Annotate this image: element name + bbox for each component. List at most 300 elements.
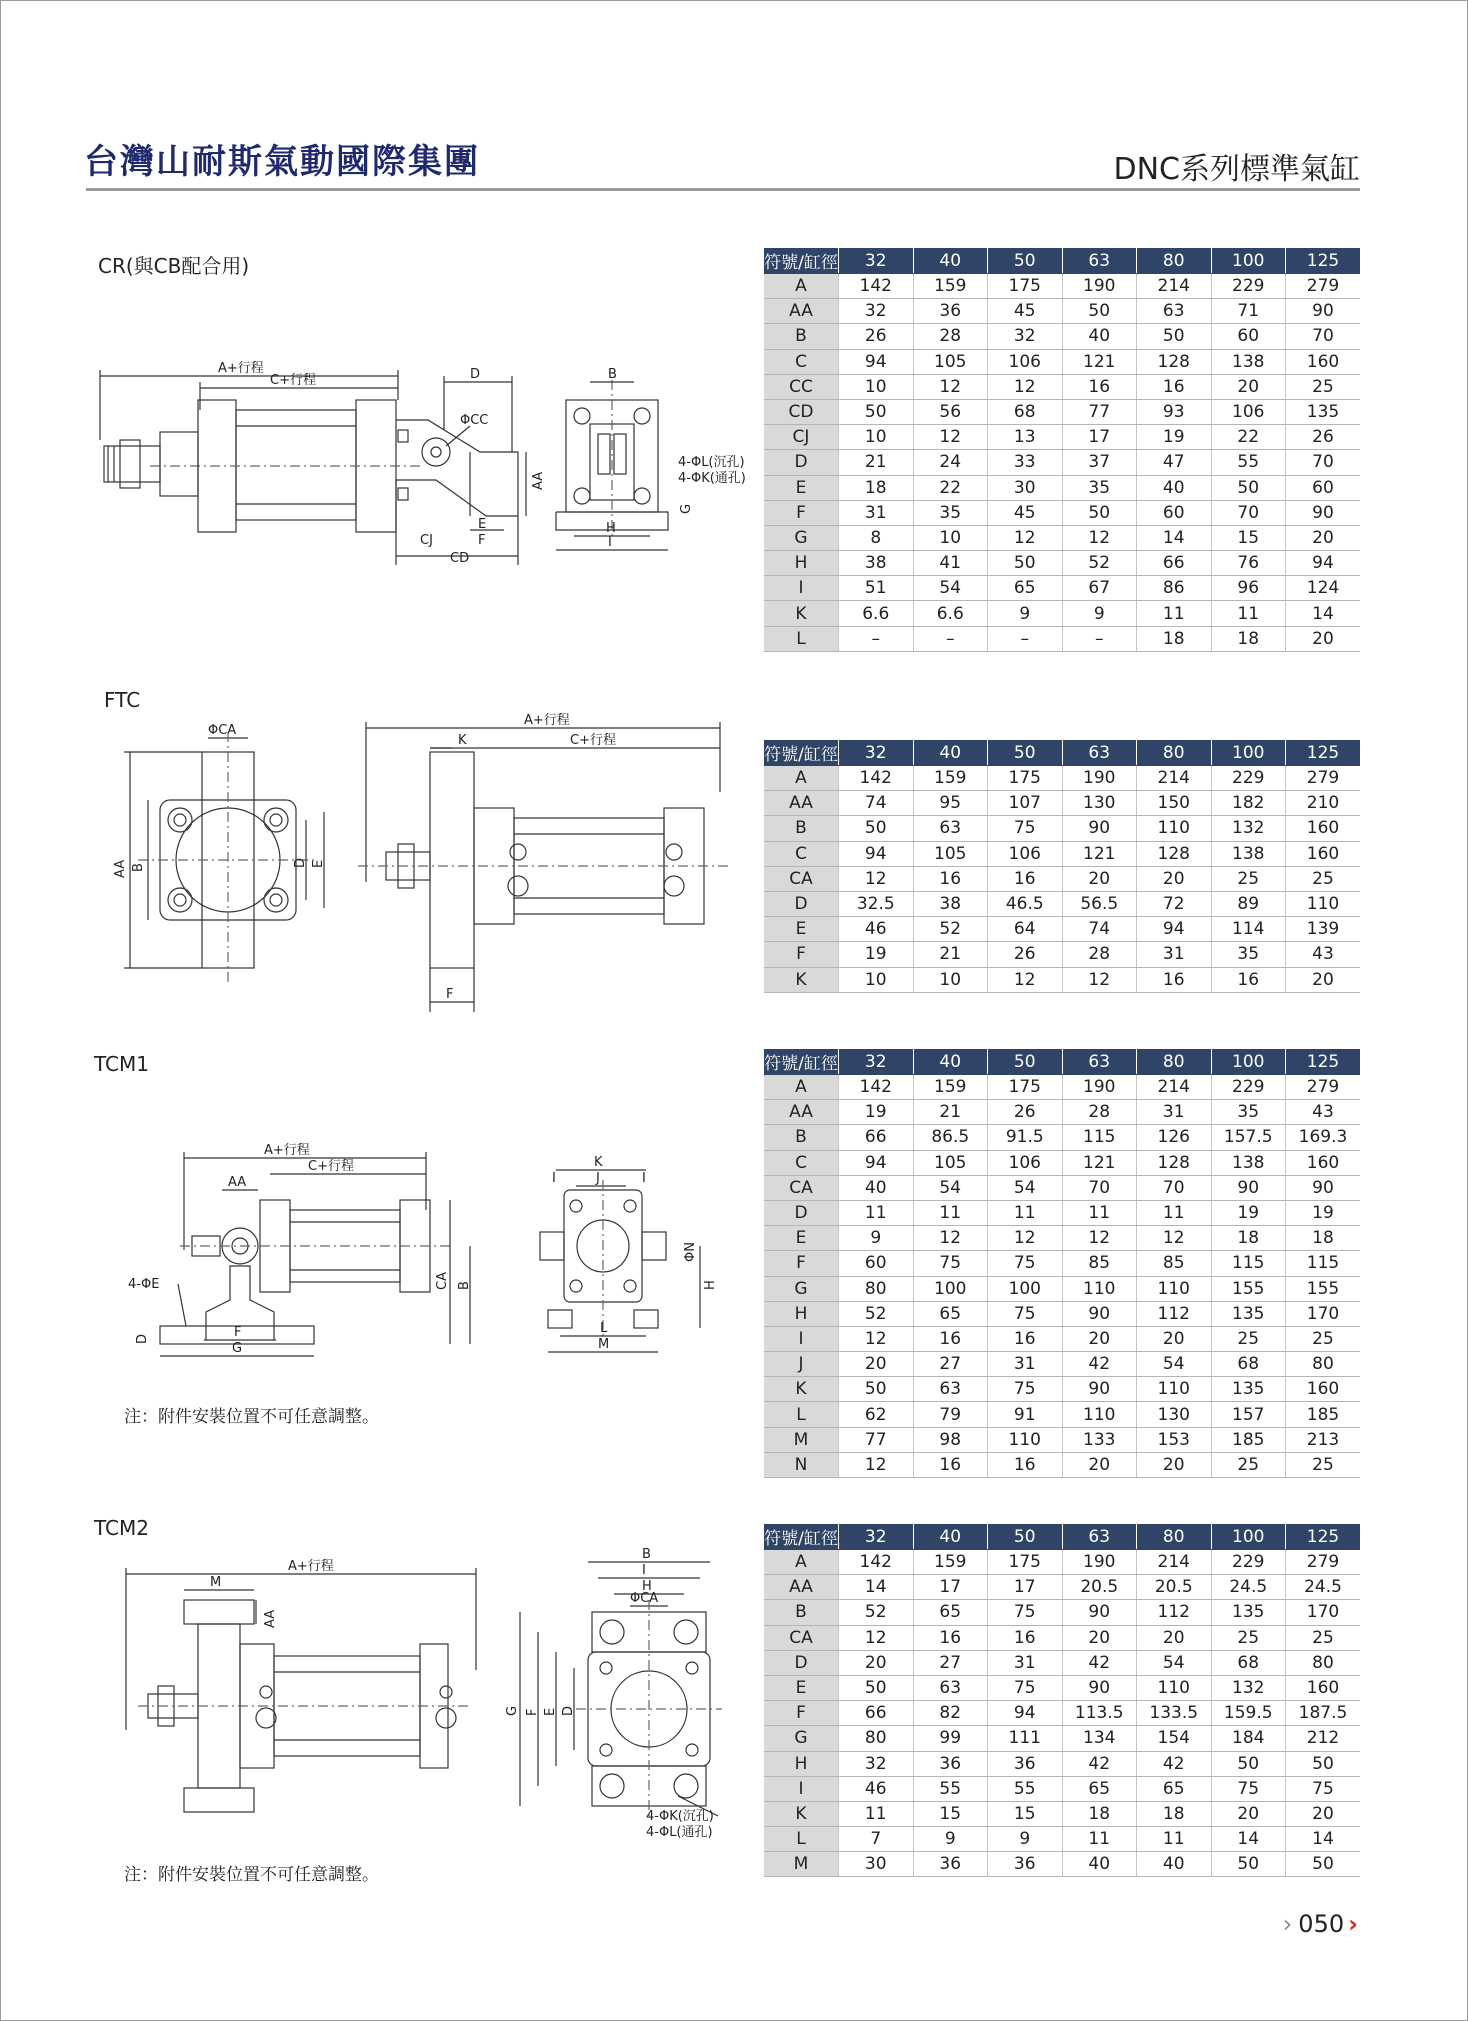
- table-row: [764, 1377, 1360, 1402]
- table-cell: 80: [1286, 1352, 1361, 1377]
- table-cell: 91: [988, 1402, 1063, 1427]
- table-cell: 16: [1137, 967, 1212, 992]
- table-cell: 75: [1211, 1776, 1286, 1801]
- table-cell: 115: [1062, 1125, 1137, 1150]
- table-cell: 11: [1137, 601, 1212, 626]
- table-cell: CA: [764, 1625, 839, 1650]
- table-cell: 35: [1062, 475, 1137, 500]
- table-cell: 157: [1211, 1402, 1286, 1427]
- table-cell: 56: [913, 399, 988, 424]
- table-header-cell: 40: [913, 1524, 988, 1550]
- table-cell: 75: [988, 1377, 1063, 1402]
- table-cell: 105: [913, 841, 988, 866]
- table-cell: 10: [913, 525, 988, 550]
- table-cell: 153: [1137, 1427, 1212, 1452]
- table-cell: 11: [839, 1200, 914, 1225]
- table-cell: 36: [913, 1852, 988, 1877]
- table-header-cell: 125: [1286, 1524, 1361, 1550]
- table-cell: 190: [1062, 1075, 1137, 1100]
- table-cell: 40: [1137, 475, 1212, 500]
- table-cell: F: [764, 500, 839, 525]
- table-cell: 18: [1137, 1801, 1212, 1826]
- spec-table-tcm1: [764, 1049, 1360, 1478]
- table-cell: 70: [1211, 500, 1286, 525]
- table-row: [764, 299, 1360, 324]
- table-cell: 90: [1062, 816, 1137, 841]
- table-cell: K: [764, 1801, 839, 1826]
- table-cell: 138: [1211, 349, 1286, 374]
- table-cell: 90: [1062, 1377, 1137, 1402]
- table-cell: 70: [1062, 1175, 1137, 1200]
- table-cell: 279: [1286, 1075, 1361, 1100]
- header-rule: [86, 188, 1360, 191]
- table-cell: 60: [839, 1251, 914, 1276]
- dim-ca: ΦCA: [630, 1591, 659, 1606]
- table-cell: 90: [1211, 1175, 1286, 1200]
- table-cell: 12: [1062, 967, 1137, 992]
- table-cell: 16: [988, 1326, 1063, 1351]
- table-cell: 20: [1137, 866, 1212, 891]
- table-row: [764, 1575, 1360, 1600]
- table-cell: D: [764, 450, 839, 475]
- table-cell: 142: [839, 1075, 914, 1100]
- table-cell: 50: [988, 551, 1063, 576]
- table-header-cell: 40: [913, 248, 988, 274]
- table-cell: 10: [913, 967, 988, 992]
- table-cell: 64: [988, 917, 1063, 942]
- table-cell: 28: [1062, 1100, 1137, 1125]
- table-cell: 115: [1286, 1251, 1361, 1276]
- table-cell: F: [764, 1701, 839, 1726]
- table-row: [764, 475, 1360, 500]
- table-cell: CA: [764, 1175, 839, 1200]
- table-row: [764, 576, 1360, 601]
- table-cell: H: [764, 1751, 839, 1776]
- table-cell: 128: [1137, 349, 1212, 374]
- table-cell: 18: [1062, 1801, 1137, 1826]
- table-header-cell: 100: [1211, 740, 1286, 766]
- table-row: [764, 1801, 1360, 1826]
- table-header-cell: 50: [988, 248, 1063, 274]
- table-cell: 31: [1137, 1100, 1212, 1125]
- table-cell: 24.5: [1286, 1575, 1361, 1600]
- table-cell: 54: [913, 1175, 988, 1200]
- table-cell: 40: [1062, 324, 1137, 349]
- table-cell: 9: [913, 1827, 988, 1852]
- note-tcm1: 注：附件安裝位置不可任意調整。: [124, 1407, 379, 1427]
- table-cell: 132: [1211, 816, 1286, 841]
- table-cell: 19: [1211, 1200, 1286, 1225]
- table-cell: 135: [1211, 1301, 1286, 1326]
- table-cell: 16: [913, 1625, 988, 1650]
- table-cell: 213: [1286, 1427, 1361, 1452]
- table-cell: 36: [913, 299, 988, 324]
- table-cell: 12: [913, 374, 988, 399]
- table-header-cell: 40: [913, 740, 988, 766]
- table-header-cell: 125: [1286, 740, 1361, 766]
- table-row: [764, 1625, 1360, 1650]
- dim-i-left: I: [552, 1171, 556, 1186]
- table-row: [764, 1600, 1360, 1625]
- table-cell: 36: [988, 1852, 1063, 1877]
- table-cell: 160: [1286, 1150, 1361, 1175]
- table-cell: B: [764, 324, 839, 349]
- table-cell: 98: [913, 1427, 988, 1452]
- table-cell: 106: [988, 349, 1063, 374]
- table-row: [764, 891, 1360, 916]
- table-cell: 12: [988, 525, 1063, 550]
- table-cell: 50: [1286, 1751, 1361, 1776]
- table-cell: 28: [1062, 942, 1137, 967]
- table-cell: 86: [1137, 576, 1212, 601]
- table-cell: 50: [839, 1675, 914, 1700]
- table-cell: 40: [1062, 1852, 1137, 1877]
- drawing-tcm2: [118, 1540, 758, 1848]
- table-row: [764, 425, 1360, 450]
- table-cell: 142: [839, 274, 914, 299]
- table-cell: 12: [913, 425, 988, 450]
- table-cell: 18: [1211, 1226, 1286, 1251]
- table-cell: 16: [913, 1452, 988, 1477]
- drawing-ftc: [108, 712, 748, 1018]
- table-row: [764, 1276, 1360, 1301]
- table-cell: 74: [1062, 917, 1137, 942]
- table-header-cell: 63: [1062, 248, 1137, 274]
- dim-i-right: I: [642, 1171, 646, 1186]
- table-cell: 42: [1062, 1352, 1137, 1377]
- table-cell: 75: [988, 816, 1063, 841]
- table-cell: 70: [1286, 324, 1361, 349]
- table-cell: 25: [1211, 1625, 1286, 1650]
- table-cell: –: [839, 626, 914, 651]
- table-cell: 139: [1286, 917, 1361, 942]
- table-cell: 75: [988, 1600, 1063, 1625]
- table-cell: 95: [913, 791, 988, 816]
- table-cell: 160: [1286, 816, 1361, 841]
- table-cell: 128: [1137, 841, 1212, 866]
- table-cell: 90: [1286, 1175, 1361, 1200]
- table-cell: 155: [1211, 1276, 1286, 1301]
- dim-i: I: [608, 535, 612, 550]
- table-cell: 26: [988, 942, 1063, 967]
- table-cell: 279: [1286, 1550, 1361, 1575]
- table-cell: 11: [1137, 1827, 1212, 1852]
- table-cell: 138: [1211, 1150, 1286, 1175]
- table-cell: 124: [1286, 576, 1361, 601]
- table-cell: 63: [913, 1675, 988, 1700]
- table-row: [764, 1150, 1360, 1175]
- table-cell: 6.6: [913, 601, 988, 626]
- table-header-cell: 63: [1062, 1049, 1137, 1075]
- table-cell: 134: [1062, 1726, 1137, 1751]
- table-cell: L: [764, 626, 839, 651]
- table-cell: 32: [988, 324, 1063, 349]
- table-cell: 214: [1137, 1075, 1212, 1100]
- table-row: [764, 626, 1360, 651]
- page-number-value: 050: [1298, 1910, 1345, 1938]
- table-cell: 46: [839, 917, 914, 942]
- table-header-cell: 80: [1137, 740, 1212, 766]
- table-row: [764, 1226, 1360, 1251]
- table-row: [764, 399, 1360, 424]
- table-header-cell: 符號/缸徑: [764, 740, 839, 766]
- table-cell: 31: [988, 1352, 1063, 1377]
- table-cell: D: [764, 891, 839, 916]
- table-header-row: [764, 1049, 1360, 1075]
- table-cell: 40: [1137, 1852, 1212, 1877]
- table-header-cell: 100: [1211, 1524, 1286, 1550]
- table-cell: 79: [913, 1402, 988, 1427]
- table-cell: 63: [913, 816, 988, 841]
- table-cell: F: [764, 942, 839, 967]
- section-label-ftc: FTC: [104, 688, 141, 712]
- drawing-cr: [90, 360, 750, 575]
- table-cell: 169.3: [1286, 1125, 1361, 1150]
- table-cell: 75: [913, 1251, 988, 1276]
- table-cell: 50: [839, 399, 914, 424]
- table-cell: 75: [1286, 1776, 1361, 1801]
- table-row: [764, 1550, 1360, 1575]
- table-cell: 71: [1211, 299, 1286, 324]
- page-number: [1283, 1910, 1358, 1938]
- table-cell: 229: [1211, 766, 1286, 791]
- table-cell: L: [764, 1827, 839, 1852]
- table-row: [764, 942, 1360, 967]
- table-cell: 27: [913, 1352, 988, 1377]
- dim-k-hole: 4-ΦK(沉孔): [646, 1809, 714, 1824]
- dim-f: F: [234, 1325, 242, 1340]
- table-header-cell: 32: [839, 740, 914, 766]
- dim-e-hole: 4-ΦE: [128, 1277, 160, 1292]
- table-cell: 94: [839, 1150, 914, 1175]
- table-cell: 36: [988, 1751, 1063, 1776]
- table-cell: 105: [913, 1150, 988, 1175]
- table-cell: 94: [1137, 917, 1212, 942]
- table-row: [764, 1251, 1360, 1276]
- table-cell: 133: [1062, 1427, 1137, 1452]
- table-cell: 170: [1286, 1600, 1361, 1625]
- table-cell: 20: [1062, 1326, 1137, 1351]
- table-cell: 279: [1286, 766, 1361, 791]
- dim-l-hole: 4-ΦL(通孔): [646, 1825, 713, 1840]
- table-cell: 184: [1211, 1726, 1286, 1751]
- table-cell: 20: [1062, 1625, 1137, 1650]
- table-row: [764, 551, 1360, 576]
- dim-d: D: [135, 1333, 150, 1344]
- chevron-right-icon: ›: [1282, 1910, 1293, 1938]
- table-cell: 11: [1062, 1827, 1137, 1852]
- table-header-cell: 符號/缸徑: [764, 248, 839, 274]
- table-cell: 7: [839, 1827, 914, 1852]
- table-cell: K: [764, 1377, 839, 1402]
- table-cell: H: [764, 551, 839, 576]
- table-cell: 35: [1211, 1100, 1286, 1125]
- table-cell: M: [764, 1852, 839, 1877]
- dim-a-stroke: A+行程: [218, 361, 264, 376]
- table-cell: 12: [1137, 1226, 1212, 1251]
- table-cell: 12: [839, 1452, 914, 1477]
- table-cell: 25: [1211, 866, 1286, 891]
- table-row: [764, 601, 1360, 626]
- table-cell: 52: [1062, 551, 1137, 576]
- table-cell: M: [764, 1427, 839, 1452]
- table-cell: 133.5: [1137, 1701, 1212, 1726]
- table-cell: 175: [988, 766, 1063, 791]
- table-cell: 25: [1211, 1452, 1286, 1477]
- table-cell: AA: [764, 1100, 839, 1125]
- table-cell: 21: [913, 942, 988, 967]
- table-cell: 45: [988, 299, 1063, 324]
- table-cell: 10: [839, 967, 914, 992]
- table-cell: 77: [839, 1427, 914, 1452]
- table-cell: G: [764, 1276, 839, 1301]
- table-cell: 63: [1137, 299, 1212, 324]
- table-cell: 11: [1062, 1200, 1137, 1225]
- table-cell: F: [764, 1251, 839, 1276]
- table-row: [764, 816, 1360, 841]
- dim-f: F: [446, 987, 454, 1002]
- table-cell: 19: [839, 942, 914, 967]
- table-cell: 20: [1137, 1326, 1212, 1351]
- table-row: [764, 1452, 1360, 1477]
- table-cell: 66: [1137, 551, 1212, 576]
- table-cell: 80: [839, 1276, 914, 1301]
- table-cell: 20: [1137, 1625, 1212, 1650]
- table-row: [764, 766, 1360, 791]
- table-cell: 50: [1211, 1852, 1286, 1877]
- table-header-cell: 符號/缸徑: [764, 1049, 839, 1075]
- table-row: [764, 1075, 1360, 1100]
- table-cell: 90: [1062, 1675, 1137, 1700]
- table-cell: 110: [1137, 816, 1212, 841]
- table-cell: 154: [1137, 1726, 1212, 1751]
- table-cell: 11: [988, 1200, 1063, 1225]
- table-header-cell: 63: [1062, 740, 1137, 766]
- table-cell: 121: [1062, 349, 1137, 374]
- table-cell: 38: [913, 891, 988, 916]
- table-cell: A: [764, 1075, 839, 1100]
- table-row: [764, 791, 1360, 816]
- table-row: [764, 1675, 1360, 1700]
- table-cell: 18: [839, 475, 914, 500]
- table-cell: 63: [913, 1377, 988, 1402]
- table-row: [764, 1402, 1360, 1427]
- dim-aa: AA: [228, 1175, 247, 1190]
- table-cell: 75: [988, 1301, 1063, 1326]
- table-cell: 175: [988, 274, 1063, 299]
- table-cell: 214: [1137, 274, 1212, 299]
- table-cell: 54: [1137, 1650, 1212, 1675]
- table-cell: N: [764, 1452, 839, 1477]
- table-cell: 12: [988, 374, 1063, 399]
- table-cell: 110: [1137, 1276, 1212, 1301]
- table-row: [764, 1200, 1360, 1225]
- table-cell: 112: [1137, 1600, 1212, 1625]
- table-cell: 100: [988, 1276, 1063, 1301]
- dim-a-stroke: A+行程: [524, 713, 570, 728]
- dim-h: H: [642, 1579, 652, 1594]
- table-cell: 107: [988, 791, 1063, 816]
- table-row: [764, 1175, 1360, 1200]
- table-cell: 19: [1137, 425, 1212, 450]
- table-cell: 75: [988, 1251, 1063, 1276]
- dim-m: M: [598, 1337, 610, 1352]
- table-cell: –: [988, 626, 1063, 651]
- table-cell: H: [764, 1301, 839, 1326]
- spec-table-ftc: [764, 740, 1360, 993]
- table-cell: 110: [1286, 891, 1361, 916]
- table-cell: 42: [1062, 1751, 1137, 1776]
- table-cell: 37: [1062, 450, 1137, 475]
- table-cell: 50: [1062, 500, 1137, 525]
- table-cell: L: [764, 1402, 839, 1427]
- dim-aa: AA: [263, 1609, 278, 1628]
- table-cell: 32: [839, 299, 914, 324]
- table-cell: 279: [1286, 274, 1361, 299]
- table-cell: B: [764, 1600, 839, 1625]
- dim-c-stroke: C+行程: [270, 373, 316, 388]
- table-header-cell: 符號/缸徑: [764, 1524, 839, 1550]
- table-cell: 159: [913, 274, 988, 299]
- table-cell: 110: [1062, 1402, 1137, 1427]
- table-header-cell: 32: [839, 1524, 914, 1550]
- table-cell: 18: [1211, 626, 1286, 651]
- table-row: [764, 1326, 1360, 1351]
- table-cell: 72: [1137, 891, 1212, 916]
- table-cell: 114: [1211, 917, 1286, 942]
- table-cell: 229: [1211, 1075, 1286, 1100]
- table-cell: 18: [1286, 1226, 1361, 1251]
- table-cell: 20: [839, 1650, 914, 1675]
- table-cell: 12: [988, 967, 1063, 992]
- table-cell: 182: [1211, 791, 1286, 816]
- table-cell: 128: [1137, 1150, 1212, 1175]
- table-row: [764, 274, 1360, 299]
- dim-k: K: [458, 733, 467, 748]
- table-cell: 142: [839, 766, 914, 791]
- table-cell: 90: [1286, 500, 1361, 525]
- table-cell: 54: [1137, 1352, 1212, 1377]
- table-cell: 185: [1286, 1402, 1361, 1427]
- table-cell: 50: [839, 816, 914, 841]
- table-cell: 52: [839, 1600, 914, 1625]
- table-cell: 50: [1137, 324, 1212, 349]
- table-cell: 12: [1062, 525, 1137, 550]
- table-cell: 30: [839, 1852, 914, 1877]
- table-cell: 75: [988, 1675, 1063, 1700]
- table-cell: A: [764, 1550, 839, 1575]
- table-cell: 185: [1211, 1427, 1286, 1452]
- table-cell: 132: [1211, 1675, 1286, 1700]
- brand-title: 台灣山耐斯氣動國際集團: [84, 142, 480, 182]
- table-cell: 93: [1137, 399, 1212, 424]
- table-cell: 60: [1286, 475, 1361, 500]
- table-header-cell: 100: [1211, 1049, 1286, 1075]
- dim-m: M: [210, 1575, 222, 1590]
- table-cell: 159: [913, 1075, 988, 1100]
- table-cell: 16: [1211, 967, 1286, 992]
- table-cell: 105: [913, 349, 988, 374]
- table-cell: 157.5: [1211, 1125, 1286, 1150]
- table-cell: 26: [988, 1100, 1063, 1125]
- table-cell: 35: [1211, 942, 1286, 967]
- table-cell: 25: [1286, 374, 1361, 399]
- section-label-cr: CR(與CB配合用): [98, 254, 250, 278]
- table-cell: 85: [1137, 1251, 1212, 1276]
- table-cell: 99: [913, 1726, 988, 1751]
- table-row: [764, 1852, 1360, 1877]
- table-cell: 25: [1286, 866, 1361, 891]
